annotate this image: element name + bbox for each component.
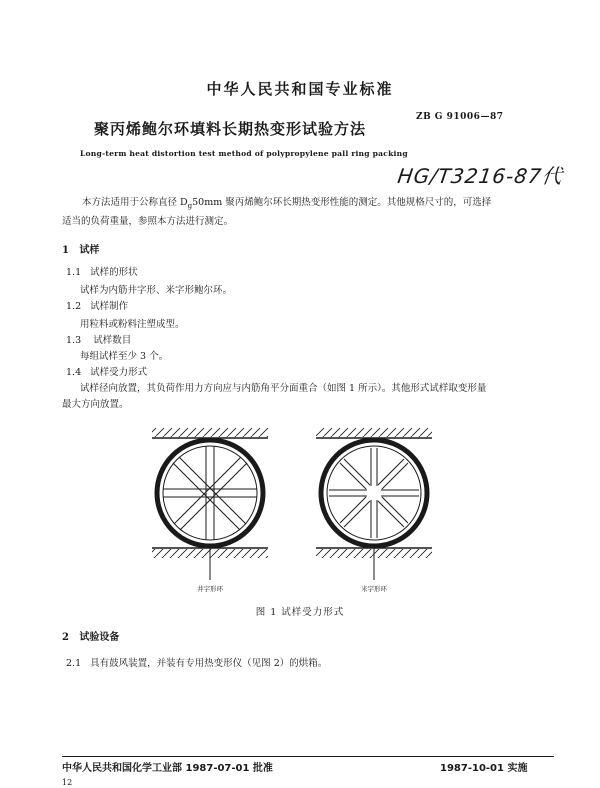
page-number: 12: [62, 778, 73, 787]
item-2-1-number: 2.1: [66, 658, 82, 669]
section-2-title: 试验设备: [79, 632, 120, 643]
document-title: 聚丙烯鲍尔环填料长期热变形试验方法: [94, 120, 367, 138]
item-1-1-number: 1.1: [66, 267, 82, 278]
top-plate-hatch-right: [316, 428, 432, 437]
item-1-1-title: 试样的形状: [90, 267, 138, 278]
standard-body-heading: 中华人民共和国专业标准: [206, 80, 394, 98]
mi-ring-outer: [321, 440, 427, 546]
item-1-2-text: 用粒料或粉料注塑成型。: [80, 319, 185, 330]
intro-line-2: 适当的负荷重量，参照本方法进行测定。: [62, 216, 234, 227]
item-1-4-text: 试样径向放置，其负荷作用力方向应与内筋角平分面重合（如图 1 所示）。其他形式试样取变形量: [80, 383, 487, 394]
item-1-2-number: 1.2: [66, 301, 82, 312]
jing-ring-outer: [157, 440, 263, 546]
jing-ring-inner: [163, 446, 257, 540]
item-1-2-title: 试样制作: [90, 301, 129, 312]
mi-ring-drawing: [316, 428, 432, 593]
item-1-2-heading: [66, 298, 128, 312]
footer-rule: [62, 756, 554, 757]
item-1-4-number: 1.4: [66, 367, 82, 378]
section-2-number: 2: [62, 632, 69, 643]
intro-text-b: 50mm 聚丙烯鲍尔环长期热变形性能的测定。其他规格尺寸的，可选择: [192, 197, 492, 208]
item-1-4-title: 试样受力形式: [90, 367, 148, 378]
intro-subscript: g: [187, 201, 193, 210]
item-2-1-text: 具有鼓风装置，并装有专用热变形仪（见图 2）的烘箱。: [90, 658, 328, 669]
section-1-heading: [62, 241, 99, 256]
intro-text-a: 本方法适用于公称直径 D: [82, 197, 188, 208]
mi-ring-inner: [327, 446, 421, 540]
item-1-3-heading: [66, 332, 131, 346]
standard-code: ZB G 91006—87: [416, 112, 504, 122]
implementation-date: 1987-10-01 实施: [440, 763, 528, 774]
item-1-3-number: 1.3: [66, 335, 82, 346]
item-1-4-text-2: 最大方向放置。: [62, 399, 129, 410]
mi-ring-label: 米字形环: [361, 585, 387, 593]
approval-statement: 中华人民共和国化学工业部 1987-07-01 批准: [62, 763, 273, 774]
item-1-3-text: 每组试样至少 3 个。: [80, 351, 169, 362]
item-1-1-heading: [66, 264, 138, 278]
figure-1-caption: 图 1 试样受力形式: [255, 607, 345, 618]
item-2-1: [66, 655, 327, 669]
top-plate-hatch-left: [152, 428, 268, 437]
item-1-4-heading: [66, 364, 147, 378]
handwritten-note: HG/T3216-87代: [396, 164, 565, 188]
item-1-3-title: 试样数目: [93, 335, 132, 346]
jing-ring-label: 井字形环: [197, 585, 223, 593]
jing-ring-drawing: [152, 428, 268, 593]
section-1-number: 1: [62, 245, 69, 256]
item-1-1-text: 试样为内筋井字形、米字形鲍尔环。: [80, 285, 233, 296]
section-2-heading: [62, 628, 119, 643]
section-1-title: 试样: [79, 245, 100, 256]
figure-1-diagram: [148, 428, 438, 596]
english-title: Long-term heat distortion test method of polypropylene pall ring packing: [80, 149, 408, 158]
